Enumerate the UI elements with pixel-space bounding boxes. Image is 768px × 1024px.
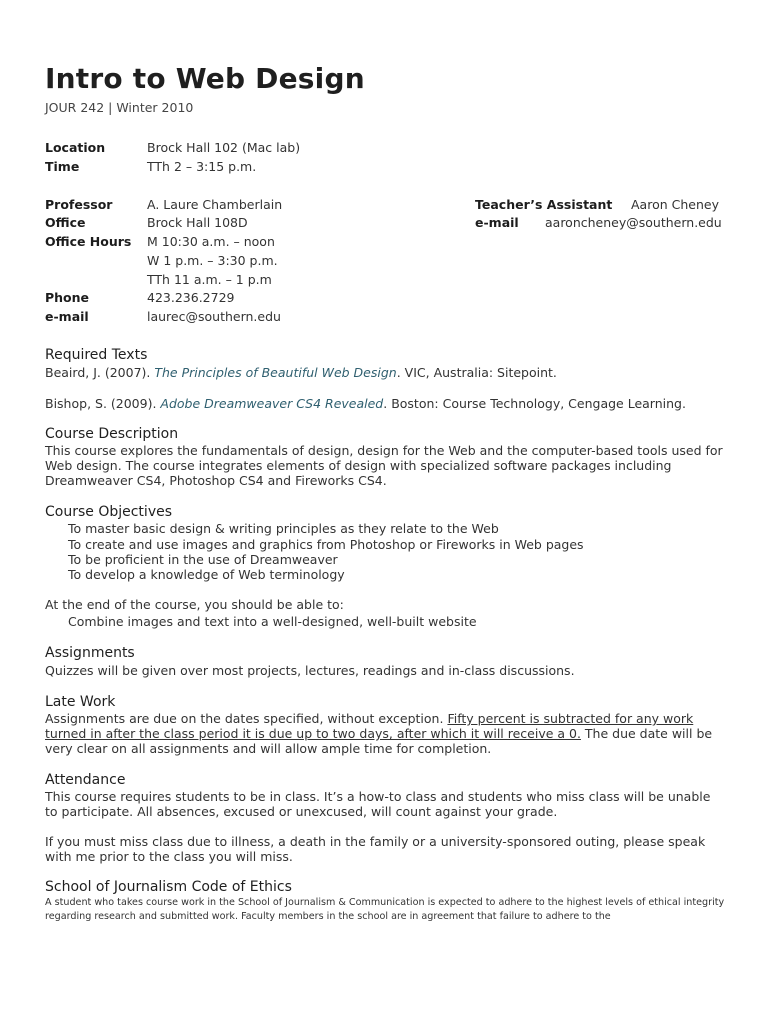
attendance-paragraph-2: If you must miss class due to illness, a death in the family or a university-sponsored outing, please speak with me prior to the class you will miss. — [45, 834, 706, 864]
citation-publisher: . VIC, Australia: Sitepoint. — [396, 365, 557, 380]
ta-email-label: e-mail — [475, 215, 519, 230]
objective-item: To create and use images and graphics from Photoshop or Fireworks in Web pages — [68, 537, 584, 552]
objective-item: To be proficient in the use of Dreamweaver — [68, 552, 338, 567]
assignments-body: Quizzes will be given over most projects, lectures, readings and in-class discussions. — [45, 663, 575, 678]
late-work-intro: Assignments are due on the dates specified, without exception. — [45, 711, 448, 726]
phone-label: Phone — [45, 290, 90, 305]
office-hours-line: M 10:30 a.m. – noon — [147, 234, 275, 249]
required-texts-heading: Required Texts — [45, 347, 148, 363]
outcome-item: Combine images and text into a well-designed, well-built website — [68, 614, 477, 629]
citation-author: Bishop, S. (2009). — [45, 396, 161, 411]
text-citation-1 — [45, 365, 557, 380]
course-description-body: This course explores the fundamentals of design, design for the Web and the computer-based tools used for Web design. The course integrates elements of design with specialized software packages including Dreamweaver CS4, Photoshop CS4 and Fireworks CS4. — [45, 443, 723, 488]
citation-title: Adobe Dreamweaver CS4 Revealed — [160, 396, 384, 411]
citation-title: The Principles of Beautiful Web Design — [154, 365, 397, 380]
assignments-heading: Assignments — [45, 645, 135, 661]
office-hours-line: W 1 p.m. – 3:30 p.m. — [147, 253, 278, 268]
course-subtitle: JOUR 242 | Winter 2010 — [45, 100, 194, 115]
office-value: Brock Hall 108D — [147, 215, 248, 230]
office-hours-line: TTh 11 a.m. – 1 p.m — [147, 272, 272, 287]
citation-publisher: . Boston: Course Technology, Cengage Learning. — [383, 396, 686, 411]
ta-value: Aaron Cheney — [631, 197, 719, 212]
location-label: Location — [45, 140, 106, 155]
late-work-outro: The due date will be very clear on all assignments and will allow ample time for completion. — [45, 726, 713, 756]
office-label: Office — [45, 215, 86, 230]
objective-item: To master basic design & writing principles as they relate to the Web — [68, 521, 499, 536]
ta-email-link[interactable]: aaroncheney@southern.edu — [545, 215, 722, 230]
professor-label: Professor — [45, 197, 113, 212]
outcomes-intro: At the end of the course, you should be able to: — [45, 597, 344, 612]
citation-author: Beaird, J. (2007). — [45, 365, 155, 380]
late-work-body — [45, 711, 725, 756]
course-objectives-heading: Course Objectives — [45, 504, 173, 520]
office-hours-label: Office Hours — [45, 234, 132, 249]
page-title: Intro to Web Design — [45, 62, 365, 95]
attendance-heading: Attendance — [45, 772, 126, 788]
location-value: Brock Hall 102 (Mac lab) — [147, 140, 301, 155]
late-work-penalty: Fifty percent is subtracted for any work turned in after the class period it is due up to two days, after which it will receive a 0. — [45, 711, 694, 741]
phone-value: 423.236.2729 — [147, 290, 235, 305]
ta-label: Teacher’s Assistant — [475, 197, 613, 212]
time-label: Time — [45, 159, 80, 174]
time-value: TTh 2 – 3:15 p.m. — [147, 159, 257, 174]
ethics-heading: School of Journalism Code of Ethics — [45, 879, 292, 895]
late-work-heading: Late Work — [45, 694, 116, 710]
ethics-body: A student who takes course work in the School of Journalism & Communication is expected to adhere to the highest levels of ethical integrity regarding research and submitted work. Faculty members in the school are in agreement that failure to adhere to the — [45, 897, 725, 922]
course-description-heading: Course Description — [45, 426, 179, 442]
professor-value: A. Laure Chamberlain — [147, 197, 283, 212]
professor-email-link[interactable]: laurec@southern.edu — [147, 309, 281, 324]
objective-item: To develop a knowledge of Web terminology — [68, 567, 345, 582]
text-citation-2 — [45, 396, 686, 411]
email-label: e-mail — [45, 309, 89, 324]
attendance-paragraph-1: This course requires students to be in class. It’s a how-to class and students who miss class will be unable to participate. All absences, excused or unexcused, will count against your grade. — [45, 789, 711, 819]
